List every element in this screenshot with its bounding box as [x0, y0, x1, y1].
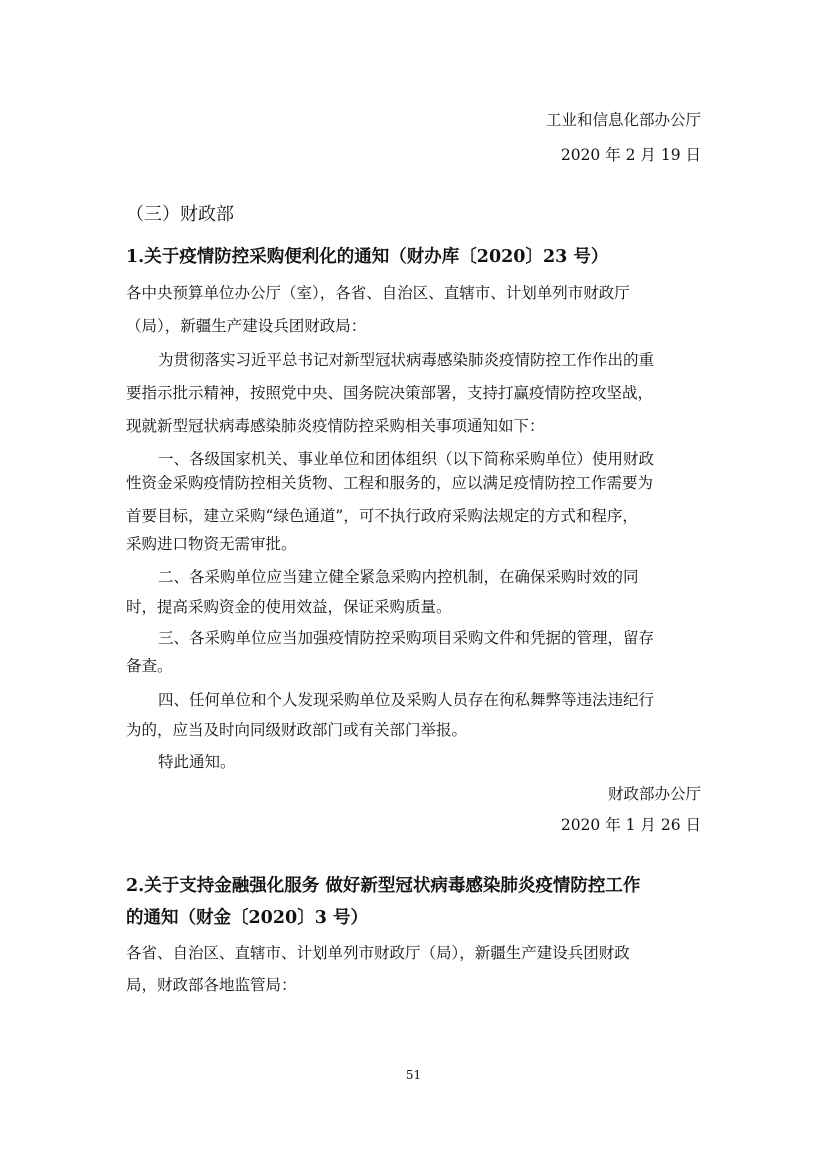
- notice-1-line: 时，提高采购资金的使用效益，保证采购质量。: [126, 598, 452, 616]
- notice-1-line: 首要目标，建立采购“绿色通道”，可不执行政府采购法规定的方式和程序，: [126, 507, 638, 525]
- notice-1-line: 三、各采购单位应当加强疫情防控采购项目采购文件和凭据的管理，留存: [158, 629, 655, 647]
- signature-date-2: 2020 年 1 月 26 日: [560, 816, 701, 834]
- signature-org-1: 工业和信息化部办公厅: [545, 111, 701, 129]
- section-heading: （三）财政部: [126, 204, 234, 225]
- notice-1-line: 要指示批示精神，按照党中央、国务院决策部署，支持打赢疫情防控攻坚战，: [126, 384, 654, 402]
- notice-1-line: 性资金采购疫情防控相关货物、工程和服务的，应以满足疫情防控工作需要为: [126, 474, 654, 492]
- notice-1-line: 采购进口物资无需审批。: [126, 535, 297, 553]
- page-number: 51: [405, 1068, 422, 1082]
- notice-2-line: 局，财政部各地监管局：: [126, 976, 297, 994]
- notice-1-line: 为的，应当及时向同级财政部门或有关部门举报。: [126, 721, 468, 739]
- notice-1-line: 各中央预算单位办公厅（室），各省、自治区、直辖市、计划单列市财政厅: [126, 284, 630, 302]
- signature-org-2: 财政部办公厅: [607, 785, 701, 803]
- signature-date-1: 2020 年 2 月 19 日: [560, 146, 701, 164]
- notice-1-line: 现就新型冠状病毒感染肺炎疫情防控采购相关事项通知如下：: [126, 417, 545, 435]
- notice-2-title-line-1: 2.关于支持金融强化服务 做好新型冠状病毒感染肺炎疫情防控工作: [126, 876, 641, 896]
- notice-1-line: 二、各采购单位应当建立健全紧急采购内控机制，在确保采购时效的同: [158, 568, 639, 586]
- notice-1-title: 1.关于疫情防控采购便利化的通知（财办库〔2020〕23 号）: [126, 247, 609, 267]
- notice-2-title-line-2: 的通知（财金〔2020〕3 号）: [126, 908, 368, 928]
- notice-1-line: 一、各级国家机关、事业单位和团体组织（以下简称采购单位）使用财政: [158, 450, 655, 468]
- notice-1-line: 四、任何单位和个人发现采购单位及采购人员存在徇私舞弊等违法违纪行: [158, 691, 655, 709]
- notice-1-line: 特此通知。: [158, 753, 236, 771]
- notice-2-line: 各省、自治区、直辖市、计划单列市财政厅（局），新疆生产建设兵团财政: [126, 944, 630, 962]
- notice-1-line: （局），新疆生产建设兵团财政局：: [126, 317, 367, 335]
- notice-1-line: 为贯彻落实习近平总书记对新型冠状病毒感染肺炎疫情防控工作作出的重: [158, 351, 655, 369]
- notice-1-line: 备查。: [126, 657, 173, 675]
